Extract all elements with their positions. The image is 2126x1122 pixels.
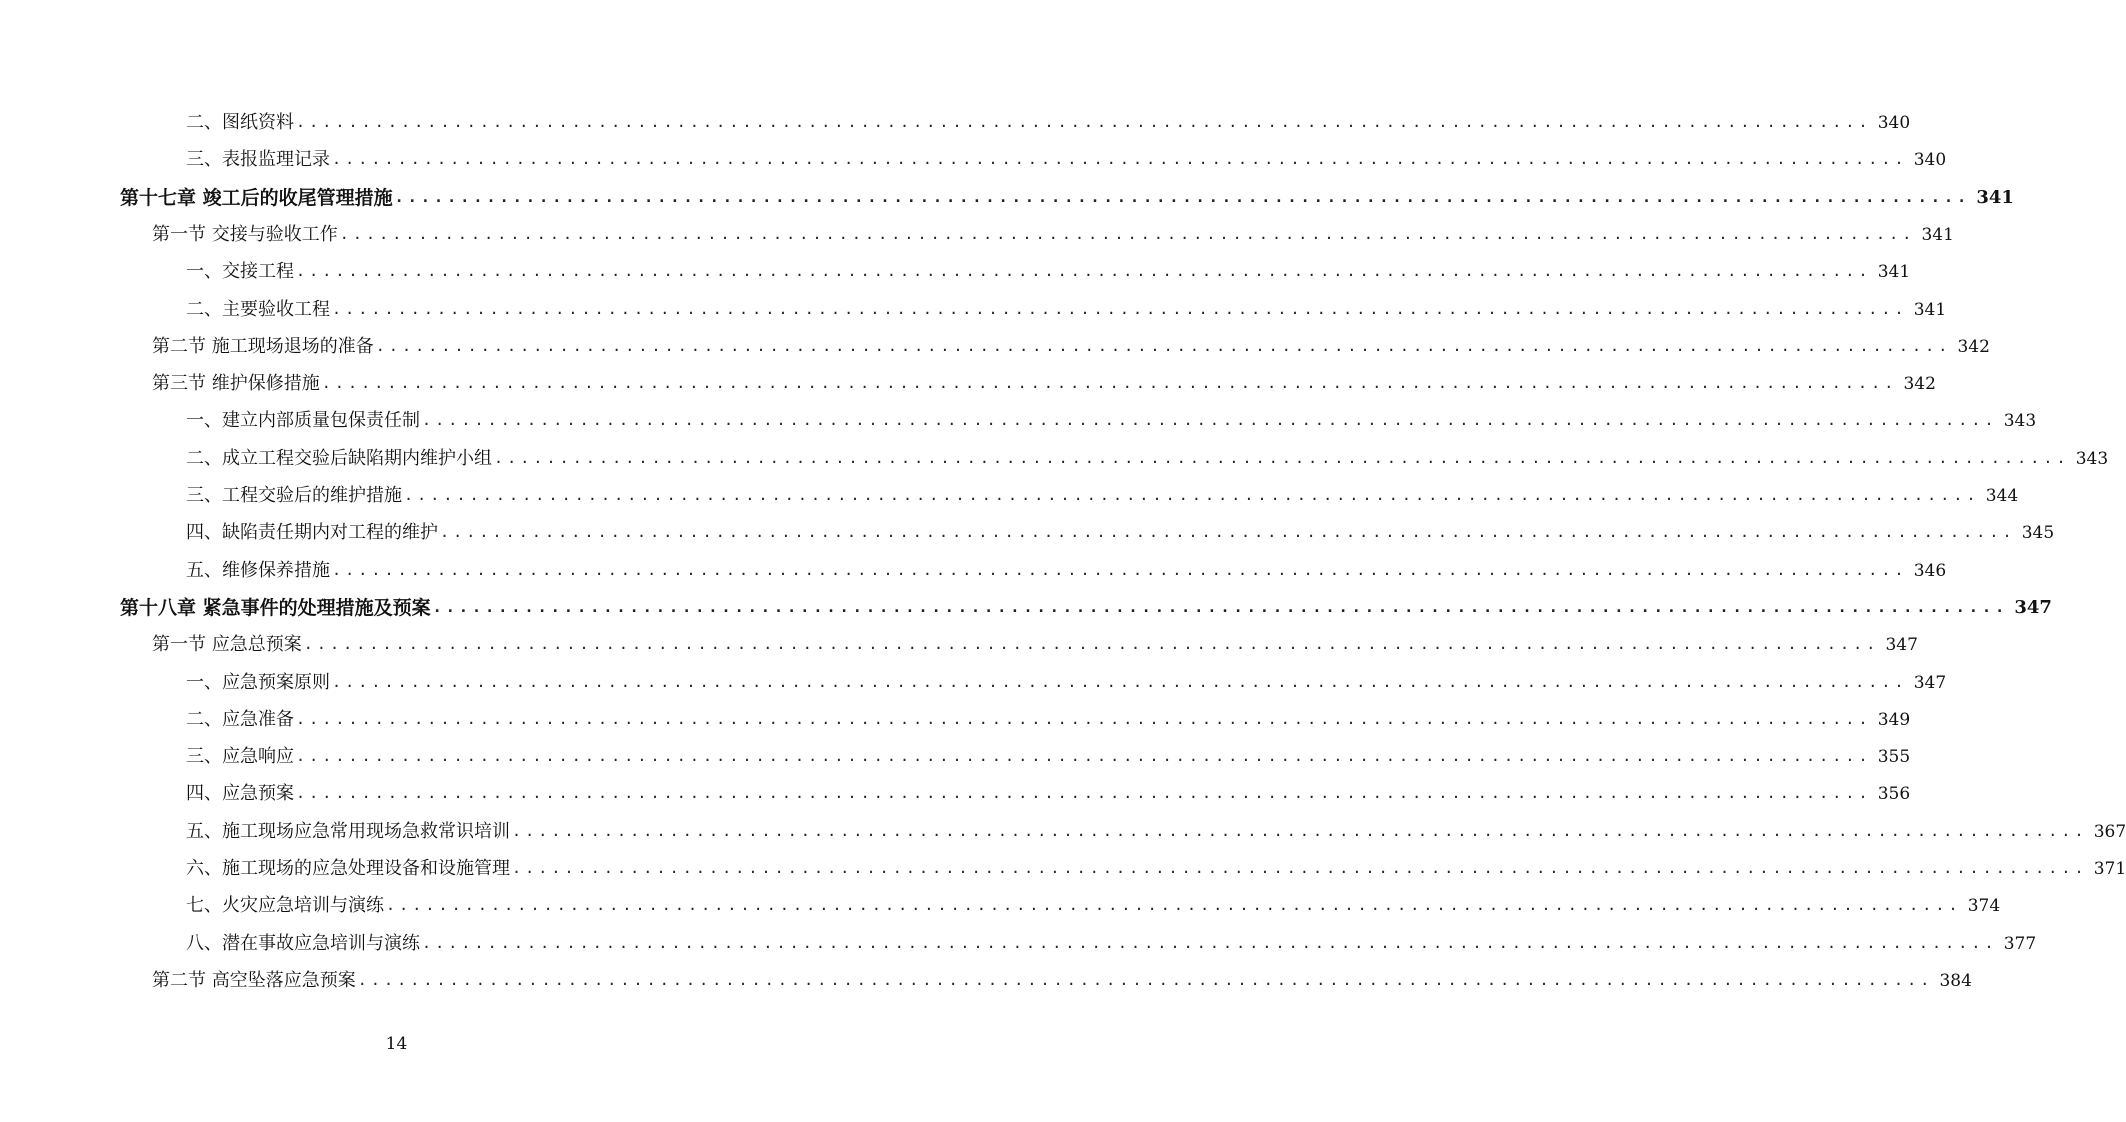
dot-leader: ........................................................................................................................ xyxy=(332,672,1908,691)
toc-entry-page-number: 384 xyxy=(1939,970,1972,991)
dot-leader: ........................................................................................................................ xyxy=(332,299,1908,318)
toc-entry-section[interactable] xyxy=(152,362,1936,396)
dot-leader: ........................................................................................................................ xyxy=(321,374,1898,393)
toc-entry-title: 第十八章 紧急事件的处理措施及预案 xyxy=(120,596,431,619)
dot-leader: ........................................................................................................................ xyxy=(422,411,1998,430)
dot-leader: ........................................................................................................................ xyxy=(440,523,2016,542)
dot-leader: ........................................................................................................................ xyxy=(432,597,2009,616)
toc-entry-page-number: 342 xyxy=(1903,374,1936,395)
toc-entry-page-number: 371 xyxy=(2093,859,2126,879)
dot-leader: ........................................................................................................................ xyxy=(357,970,1934,989)
toc-entry-chapter[interactable] xyxy=(120,586,2052,620)
toc-entry-page-number: 346 xyxy=(1913,560,1947,581)
dot-leader: ........................................................................................................................ xyxy=(404,486,1980,504)
toc-entry-section[interactable] xyxy=(152,959,1972,993)
toc-entry-page-number: 340 xyxy=(1913,150,1947,171)
toc-entry-item[interactable] xyxy=(186,138,1947,172)
toc-entry-page-number: 340 xyxy=(1877,113,1911,133)
toc-entry-section[interactable] xyxy=(152,213,1954,247)
dot-leader: ........................................................................................................................ xyxy=(422,933,1998,952)
toc-entry-title: 一、建立内部质量包保责任制 xyxy=(186,410,420,432)
toc-entry-title: 四、缺陷责任期内对工程的维护 xyxy=(186,522,438,544)
toc-entry-page-number: 355 xyxy=(1877,747,1911,768)
toc-entry-title: 第十七章 竣工后的收尾管理措施 xyxy=(120,186,393,209)
toc-entry-item[interactable] xyxy=(186,101,1911,135)
toc-entry-title: 三、表报监理记录 xyxy=(186,149,330,171)
toc-entry-page-number: 347 xyxy=(2014,596,2052,618)
dot-leader: ........................................................................................................................ xyxy=(394,187,1971,206)
dot-leader: ........................................................................................................................ xyxy=(296,262,1872,281)
toc-entry-title: 二、应急准备 xyxy=(186,708,294,730)
toc-entry-item[interactable] xyxy=(186,288,1947,322)
toc-entry-item[interactable] xyxy=(186,772,1911,806)
toc-entry-page-number: 349 xyxy=(1877,709,1911,730)
toc-entry-item[interactable] xyxy=(186,810,2126,844)
toc-entry-item[interactable] xyxy=(186,735,1911,769)
toc-entry-item[interactable] xyxy=(186,661,1947,695)
toc-entry-page-number: 342 xyxy=(1957,336,1990,357)
dot-leader: ........................................................................................................................ xyxy=(375,336,1952,355)
dot-leader: ........................................................................................................................ xyxy=(303,635,1880,654)
toc-entry-title: 四、应急预案 xyxy=(186,783,294,805)
toc-entry-title: 第二节 高空坠落应急预案 xyxy=(152,969,356,991)
toc-entry-item[interactable] xyxy=(186,511,2055,545)
dot-leader: ........................................................................................................................ xyxy=(512,859,2088,877)
dot-leader: ........................................................................................................................ xyxy=(332,150,1908,169)
dot-leader: ........................................................................................................................ xyxy=(296,747,1872,766)
toc-entry-title: 二、图纸资料 xyxy=(186,112,294,133)
toc-entry-item[interactable] xyxy=(186,250,1911,284)
toc-entry-item[interactable] xyxy=(186,884,2001,918)
toc-entry-title: 五、维修保养措施 xyxy=(186,559,330,581)
toc-entry-page-number: 343 xyxy=(2075,448,2109,469)
page-number: 14 xyxy=(385,1034,408,1054)
dot-leader: ........................................................................................................................ xyxy=(512,821,2088,840)
toc-entry-title: 七、火灾应急培训与演练 xyxy=(186,895,384,917)
toc-entry-title: 一、应急预案原则 xyxy=(186,671,330,693)
toc-entry-title: 八、潜在事故应急培训与演练 xyxy=(186,932,420,954)
toc-entry-item[interactable] xyxy=(186,474,2019,508)
toc-entry-title: 第二节 施工现场退场的准备 xyxy=(152,335,374,357)
toc-entry-title: 第三节 维护保修措施 xyxy=(152,373,320,395)
dot-leader: ........................................................................................................................ xyxy=(386,896,1962,915)
toc-entry-title: 三、工程交验后的维护措施 xyxy=(186,485,402,506)
toc-entry-title: 六、施工现场的应急处理设备和设施管理 xyxy=(186,858,510,879)
toc-entry-item[interactable] xyxy=(186,437,2109,471)
toc-entry-page-number: 344 xyxy=(1985,486,2019,506)
toc-entry-title: 三、应急响应 xyxy=(186,746,294,768)
toc-entry-page-number: 347 xyxy=(1913,672,1947,693)
toc-entry-page-number: 377 xyxy=(2003,933,2037,954)
toc-entry-page-number: 341 xyxy=(1913,299,1947,320)
dot-leader: ........................................................................................................................ xyxy=(296,709,1872,728)
toc-entry-item[interactable] xyxy=(186,549,1947,583)
toc-entry-chapter[interactable] xyxy=(120,176,2014,210)
toc-entry-page-number: 374 xyxy=(1967,896,2001,917)
toc-entry-page-number: 341 xyxy=(1921,224,1954,245)
dot-leader: ........................................................................................................................ xyxy=(494,448,2070,467)
dot-leader: ........................................................................................................................ xyxy=(296,784,1872,803)
dot-leader: ........................................................................................................................ xyxy=(339,224,1916,243)
toc-entry-title: 一、交接工程 xyxy=(186,261,294,283)
toc-entry-section[interactable] xyxy=(152,325,1990,359)
toc-entry-page-number: 341 xyxy=(1877,262,1911,283)
toc-entry-page-number: 356 xyxy=(1877,784,1911,805)
toc-entry-page-number: 343 xyxy=(2003,411,2037,432)
toc-entry-item[interactable] xyxy=(186,847,2126,881)
toc-entry-page-number: 367 xyxy=(2093,821,2126,842)
toc-entry-title: 二、成立工程交验后缺陷期内维护小组 xyxy=(186,447,492,469)
dot-leader: ........................................................................................................................ xyxy=(296,113,1872,131)
toc-entry-page-number: 345 xyxy=(2021,523,2055,544)
toc-entry-item[interactable] xyxy=(186,698,1911,732)
toc-entry-title: 第一节 应急总预案 xyxy=(152,634,302,656)
toc-entry-page-number: 347 xyxy=(1885,635,1918,656)
toc-entry-title: 五、施工现场应急常用现场急救常识培训 xyxy=(186,820,510,842)
dot-leader: ........................................................................................................................ xyxy=(332,560,1908,579)
toc-entry-title: 第一节 交接与验收工作 xyxy=(152,223,338,245)
toc-entry-page-number: 341 xyxy=(1976,186,2014,208)
toc-entry-section[interactable] xyxy=(152,623,1918,657)
toc-entry-item[interactable] xyxy=(186,399,2037,433)
toc-entry-item[interactable] xyxy=(186,922,2037,956)
toc-entry-title: 二、主要验收工程 xyxy=(186,298,330,320)
